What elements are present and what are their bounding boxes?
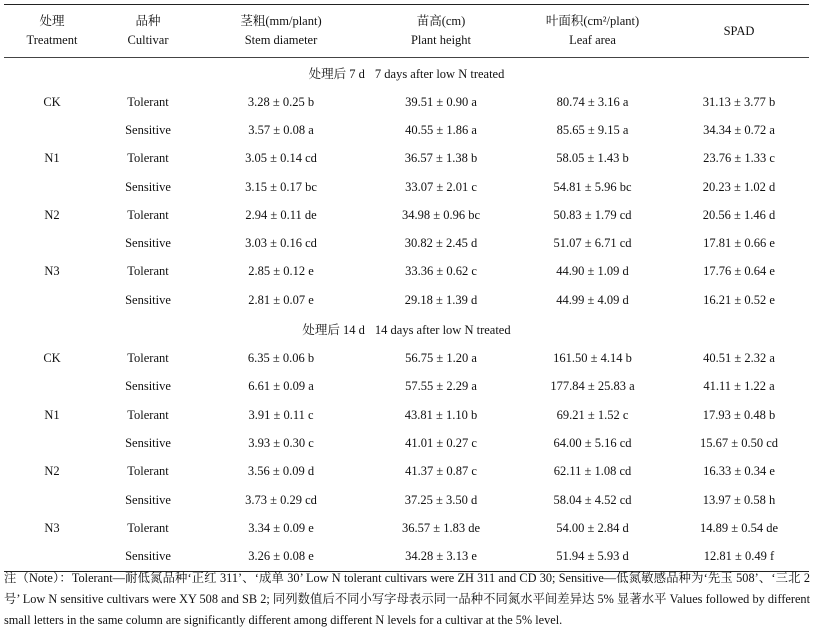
treatment-cell (4, 373, 100, 401)
period-title-zh: 处理后 14 d (302, 323, 365, 338)
plant-height-cell: 36.57 ± 1.83 de (401, 520, 481, 535)
plant-height-cell: 41.37 ± 0.87 c (405, 464, 477, 479)
treatment-cell (4, 229, 100, 257)
header-leaf-area: 叶面积(cm²/plant) Leaf area (516, 5, 669, 58)
table-row (4, 373, 809, 401)
table-row (4, 344, 809, 372)
cultivar-cell: Sensitive (125, 435, 171, 450)
plant-height-cell: 37.25 ± 3.50 d (404, 492, 478, 507)
treatment-cell (4, 286, 100, 314)
stem-diameter-cell: 3.28 ± 0.25 b (247, 94, 315, 109)
cultivar-cell: Tolerant (127, 464, 169, 479)
plant-height-cell: 41.01 ± 0.27 c (405, 435, 477, 450)
plant-height-cell: 39.51 ± 0.90 a (405, 94, 477, 109)
cultivar-cell: Tolerant (127, 207, 169, 222)
cultivar-cell: Sensitive (125, 492, 171, 507)
plant-height-cell: 34.98 ± 0.96 bc (401, 207, 481, 222)
leaf-area-cell: 51.94 ± 5.93 d (516, 542, 669, 571)
plant-height-cell: 36.57 ± 1.38 b (404, 151, 478, 166)
cultivar-cell: Sensitive (125, 379, 171, 394)
period-heading-row (4, 314, 809, 344)
results-table (4, 4, 809, 572)
plant-height-cell: 43.81 ± 1.10 b (404, 407, 478, 422)
table-row (4, 258, 809, 286)
treatment-cell: CK (43, 94, 61, 109)
leaf-area-cell: 44.90 ± 1.09 d (556, 264, 629, 279)
spad-cell: 16.21 ± 0.52 e (703, 292, 775, 307)
leaf-area-cell: 50.83 ± 1.79 cd (553, 207, 632, 222)
plant-height-cell: 33.07 ± 2.01 c (405, 179, 477, 194)
leaf-area-cell: 54.81 ± 5.96 bc (553, 179, 632, 194)
leaf-area-cell: 85.65 ± 9.15 a (556, 122, 629, 137)
treatment-cell (4, 116, 100, 144)
header-spad: SPAD (669, 5, 809, 58)
plant-height-cell: 57.55 ± 2.29 a (405, 379, 477, 394)
cultivar-cell: Sensitive (125, 122, 171, 137)
leaf-area-cell: 161.50 ± 4.14 b (553, 351, 632, 366)
cultivar-cell: Tolerant (127, 151, 169, 166)
stem-diameter-cell: 3.56 ± 0.09 d (247, 464, 315, 479)
cultivar-cell: Tolerant (127, 94, 169, 109)
cultivar-cell: Sensitive (125, 236, 171, 251)
stem-diameter-cell: 3.93 ± 0.30 c (248, 435, 314, 450)
cultivar-cell: Sensitive (100, 542, 196, 571)
leaf-area-cell: 69.21 ± 1.52 c (556, 407, 629, 422)
leaf-area-cell: 58.05 ± 1.43 b (556, 151, 629, 166)
plant-height-cell: 40.55 ± 1.86 a (405, 122, 477, 137)
leaf-area-cell: 64.00 ± 5.16 cd (553, 435, 632, 450)
spad-cell: 17.81 ± 0.66 e (703, 236, 775, 251)
table-row (4, 486, 809, 514)
stem-diameter-cell: 2.94 ± 0.11 de (245, 207, 317, 222)
plant-height-cell: 33.36 ± 0.62 c (405, 264, 477, 279)
leaf-area-cell: 177.84 ± 25.83 a (550, 379, 635, 394)
stem-diameter-cell: 3.15 ± 0.17 bc (245, 179, 317, 194)
treatment-cell (4, 429, 100, 457)
spad-cell: 17.93 ± 0.48 b (702, 407, 776, 422)
table-row (4, 401, 809, 429)
table-row (4, 429, 809, 457)
plant-height-cell: 30.82 ± 2.45 d (404, 236, 478, 251)
table-body (4, 58, 809, 572)
header-cultivar: 品种 Cultivar (100, 5, 196, 58)
spad-cell: 31.13 ± 3.77 b (702, 94, 776, 109)
treatment-cell (4, 173, 100, 201)
stem-diameter-cell: 3.34 ± 0.09 e (248, 520, 314, 535)
table-row (4, 145, 809, 173)
table-note: 注（Note）：Tolerant—耐低氮品种‘正红 311’、‘成单 30’ Low N tolerant cultivars were ZH 311 and CD 30; Sensitive—低氮敏感品种为‘先玉 508’、‘三北 2 号’ Low N sensitive cultivars were XY 508 and SB 2; 同列数值后不同小写字母表示同一品种不同氮水平间差异达 5% 显著水平 Values followed by different small letters in the same column are significantly different among different N levels for a cultivar at the 5% level. (4, 571, 810, 627)
cultivar-cell: Tolerant (127, 351, 169, 366)
spad-cell: 40.51 ± 2.32 a (703, 351, 775, 366)
treatment-cell: N3 (44, 264, 60, 279)
leaf-area-cell: 54.00 ± 2.84 d (556, 520, 629, 535)
leaf-area-cell: 58.04 ± 4.52 cd (553, 492, 632, 507)
period-title-zh: 处理后 7 d (308, 67, 365, 81)
plant-height-cell: 56.75 ± 1.20 a (405, 351, 477, 366)
period-heading (4, 314, 809, 344)
cultivar-cell: Tolerant (127, 520, 169, 535)
table-row (4, 201, 809, 229)
spad-cell: 14.89 ± 0.54 de (699, 520, 779, 535)
stem-diameter-cell: 6.61 ± 0.09 a (248, 379, 314, 394)
table-row (4, 286, 809, 314)
cultivar-cell: Sensitive (125, 292, 171, 307)
spad-cell: 13.97 ± 0.58 h (702, 492, 776, 507)
plant-height-cell: 29.18 ± 1.39 d (404, 292, 478, 307)
treatment-cell: N2 (44, 464, 60, 479)
period-heading-row (4, 58, 809, 89)
spad-cell: 41.11 ± 1.22 a (703, 379, 775, 394)
period-heading (4, 58, 809, 89)
stem-diameter-cell: 3.91 ± 0.11 c (248, 407, 314, 422)
period-title-en: 14 days after low N treated (374, 323, 511, 338)
leaf-area-cell: 51.07 ± 6.71 cd (553, 236, 632, 251)
leaf-area-cell: 62.11 ± 1.08 cd (553, 464, 632, 479)
cultivar-cell: Tolerant (127, 407, 169, 422)
stem-diameter-cell: 2.81 ± 0.07 e (248, 292, 314, 307)
table-row (4, 173, 809, 201)
stem-diameter-cell: 6.35 ± 0.06 b (247, 351, 315, 366)
stem-diameter-cell: 3.26 ± 0.08 e (196, 542, 366, 571)
period-title-en: 7 days after low N treated (374, 67, 505, 81)
treatment-cell: N1 (44, 151, 60, 166)
header-treatment: 处理 Treatment (4, 5, 100, 58)
treatment-cell: CK (43, 351, 61, 366)
table-row (4, 458, 809, 486)
cultivar-cell: Tolerant (127, 264, 169, 279)
treatment-cell: N1 (44, 407, 60, 422)
spad-cell: 16.33 ± 0.34 e (703, 464, 775, 479)
stem-diameter-cell: 3.05 ± 0.14 cd (245, 151, 317, 166)
stem-diameter-cell: 3.57 ± 0.08 a (248, 122, 314, 137)
stem-diameter-cell: 3.03 ± 0.16 cd (245, 236, 317, 251)
spad-cell: 34.34 ± 0.72 a (703, 122, 775, 137)
spad-cell: 20.56 ± 1.46 d (702, 207, 776, 222)
treatment-cell: N2 (44, 207, 60, 222)
table-row (4, 229, 809, 257)
treatment-cell (4, 486, 100, 514)
treatment-cell: N3 (44, 520, 60, 535)
spad-cell: 12.81 ± 0.49 f (669, 542, 809, 571)
cultivar-cell: Sensitive (125, 179, 171, 194)
table-row (4, 514, 809, 542)
table-row (4, 88, 809, 116)
spad-cell: 20.23 ± 1.02 d (702, 179, 776, 194)
spad-cell: 17.76 ± 0.64 e (703, 264, 775, 279)
treatment-cell (4, 542, 100, 571)
leaf-area-cell: 80.74 ± 3.16 a (556, 94, 629, 109)
spad-cell: 23.76 ± 1.33 c (703, 151, 775, 166)
leaf-area-cell: 44.99 ± 4.09 d (556, 292, 629, 307)
table-row (4, 116, 809, 144)
table-header-row (4, 5, 809, 58)
header-stem-diameter: 茎粗(mm/plant) Stem diameter (196, 5, 366, 58)
spad-cell: 15.67 ± 0.50 cd (699, 435, 779, 450)
header-plant-height: 苗高(cm) Plant height (366, 5, 516, 58)
table-row (4, 542, 809, 571)
stem-diameter-cell: 3.73 ± 0.29 cd (245, 492, 317, 507)
plant-height-cell: 34.28 ± 3.13 e (366, 542, 516, 571)
stem-diameter-cell: 2.85 ± 0.12 e (248, 264, 314, 279)
